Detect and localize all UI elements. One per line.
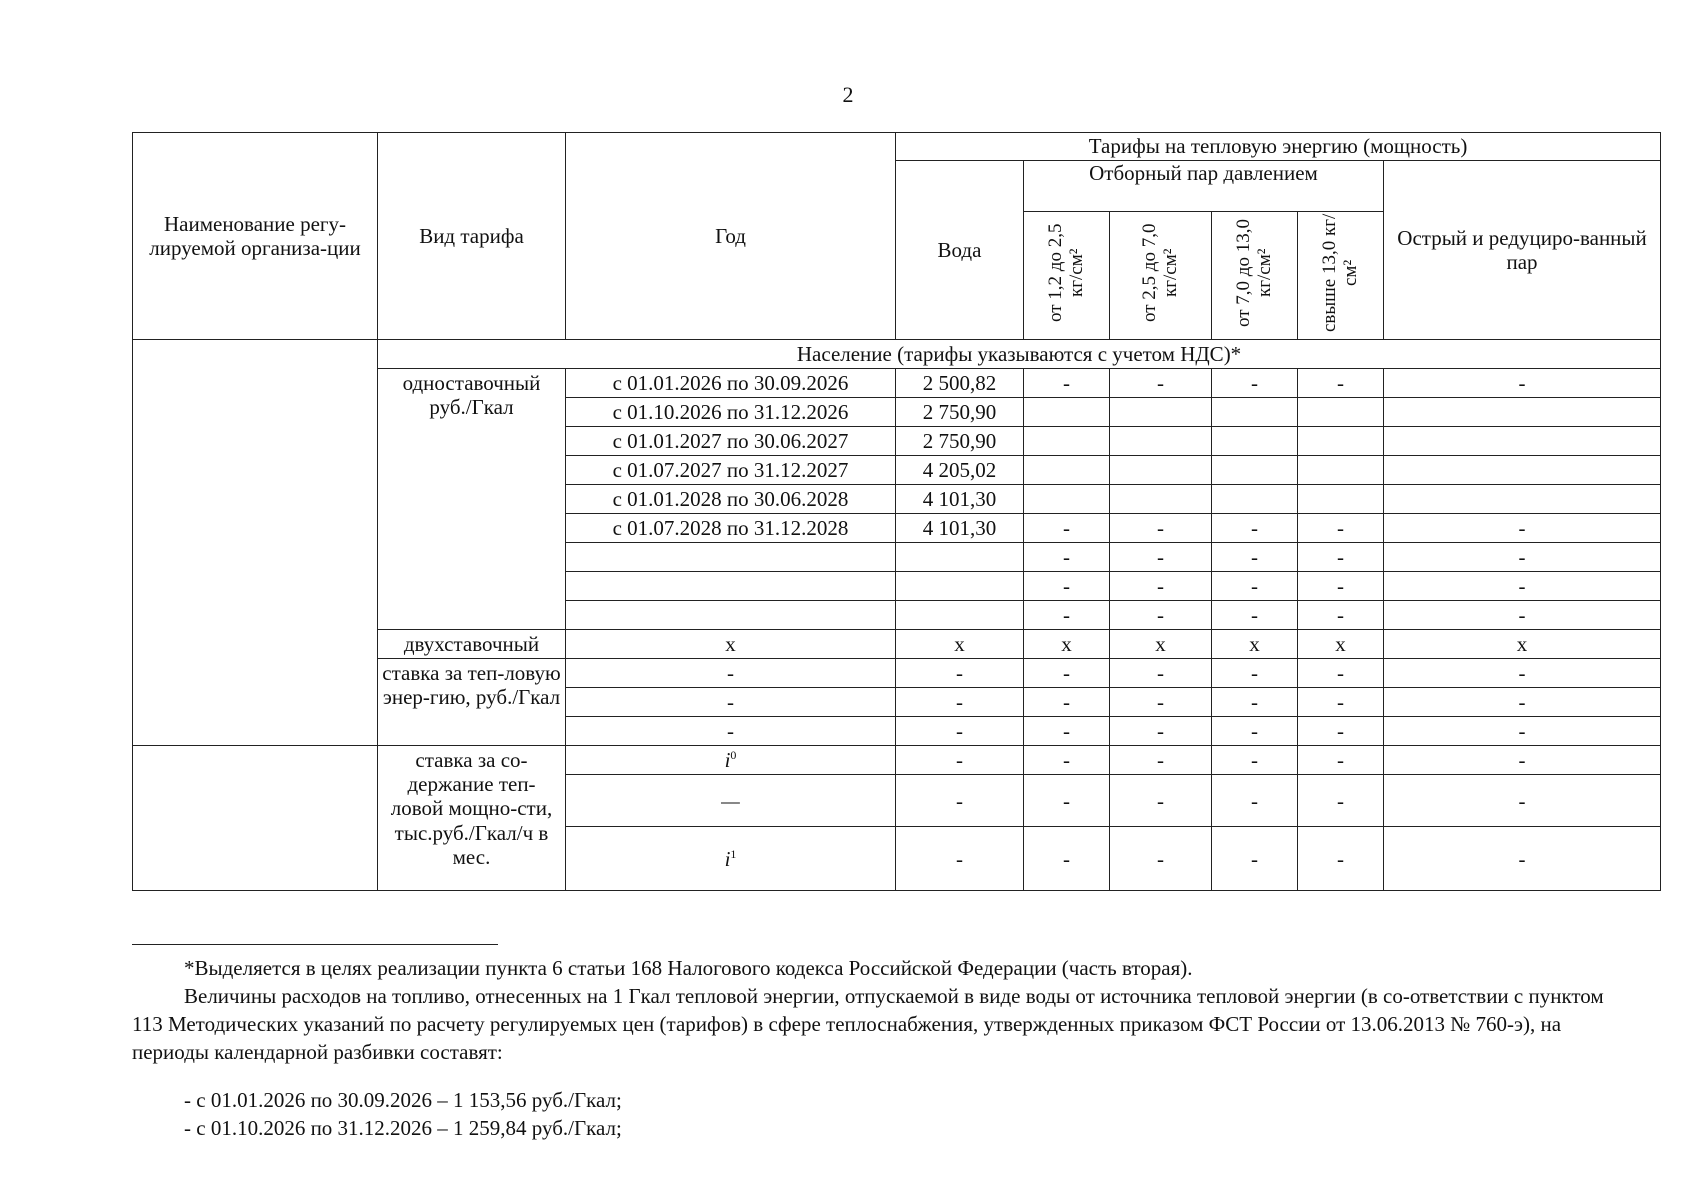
value-cell: x (1212, 630, 1298, 659)
fuel-paragraph: Величины расходов на топливо, отнесенных на 1 Гкал тепловой энергии, отпускаемой в виде воды от источника тепловой энергии (в со-ответствии с пунктом 113 Методических указаний по расчету регулируемых цен (тарифов) в сфере теплоснабжения, утвержденных приказом ФСТ России от 13.06.2013 № 760-э), на периоды календарной разбивки составят: (132, 984, 1604, 1064)
value-cell: - (1384, 543, 1661, 572)
period-cell: с 01.10.2026 по 31.12.2026 (566, 398, 896, 427)
section-title: Население (тарифы указываются с учетом НДС)* (378, 340, 1661, 369)
value-cell: - (1298, 775, 1384, 827)
value-cell (1212, 427, 1298, 456)
value-cell: - (1110, 717, 1212, 746)
value-cell: - (1384, 601, 1661, 630)
value-cell (1212, 485, 1298, 514)
value-cell: - (1384, 572, 1661, 601)
period-superscript: 1 (730, 846, 737, 861)
value-cell: - (1110, 688, 1212, 717)
value-cell (1110, 427, 1212, 456)
value-cell (1384, 485, 1661, 514)
value-cell: - (1212, 369, 1298, 398)
page-number: 2 (842, 82, 854, 107)
value-cell: - (1212, 601, 1298, 630)
period-cell (566, 746, 896, 775)
value-cell (1024, 398, 1110, 427)
value-cell: - (1110, 746, 1212, 775)
period-cell (566, 775, 896, 827)
value-cell: - (1298, 659, 1384, 688)
value-cell (1384, 427, 1661, 456)
value-cell: - (1298, 827, 1384, 891)
period-cell: с 01.07.2028 по 31.12.2028 (566, 514, 896, 543)
value-cell: - (1024, 688, 1110, 717)
value-cell (1384, 398, 1661, 427)
value-cell: - (1384, 775, 1661, 827)
value-cell: - (1212, 514, 1298, 543)
value-cell: - (1384, 827, 1661, 891)
value-cell: - (1024, 572, 1110, 601)
value-cell (1298, 427, 1384, 456)
period-cell: с 01.01.2026 по 30.09.2026 (566, 369, 896, 398)
value-cell: - (1110, 543, 1212, 572)
water-value: 4 205,02 (896, 456, 1024, 485)
water-value: 4 101,30 (896, 485, 1024, 514)
period-cell (566, 601, 896, 630)
org-name-cell-lower (133, 746, 378, 891)
value-cell: - (1212, 688, 1298, 717)
value-cell: - (896, 717, 1024, 746)
value-cell: - (1298, 717, 1384, 746)
header-year: Год (566, 133, 896, 340)
period-superscript: 0 (730, 748, 737, 763)
value-cell: - (566, 659, 896, 688)
value-cell (1110, 485, 1212, 514)
value-cell (1298, 456, 1384, 485)
value-cell: - (896, 827, 1024, 891)
two-rate-label: двухставочный (378, 630, 566, 659)
value-cell: x (1298, 630, 1384, 659)
period-cell (566, 572, 896, 601)
value-cell: x (1110, 630, 1212, 659)
period-cell (566, 543, 896, 572)
value-cell: - (896, 688, 1024, 717)
value-cell: - (1298, 514, 1384, 543)
header-tariff-type: Вид тарифа (378, 133, 566, 340)
value-cell (1110, 456, 1212, 485)
value-cell: - (1024, 827, 1110, 891)
header-sharp-steam: Острый и редуциро-ванный пар (1384, 161, 1661, 340)
value-cell: - (1024, 775, 1110, 827)
value-cell: - (896, 775, 1024, 827)
value-cell (1024, 456, 1110, 485)
value-cell: x (896, 630, 1024, 659)
footnote-text: *Выделяется в целях реализации пункта 6 статьи 168 Налогового кодекса Российской Федерации (часть вторая). (184, 956, 1193, 980)
period-symbol: — (721, 788, 740, 813)
value-cell: - (566, 688, 896, 717)
value-cell (1212, 456, 1298, 485)
header-pressure-3: от 7,0 до 13,0 кг/см² (1212, 212, 1298, 340)
period-cell: с 01.01.2027 по 30.06.2027 (566, 427, 896, 456)
value-cell: - (1212, 827, 1298, 891)
value-cell: - (896, 746, 1024, 775)
water-value (896, 572, 1024, 601)
value-cell: - (1298, 543, 1384, 572)
value-cell: - (1110, 601, 1212, 630)
capacity-rate-label: ставка за со-держание теп-ловой мощно-сти, тыс.руб./Гкал/ч в мес. (378, 746, 566, 891)
period-cell: с 01.07.2027 по 31.12.2027 (566, 456, 896, 485)
water-value: 2 500,82 (896, 369, 1024, 398)
value-cell: - (1384, 746, 1661, 775)
header-pressure-4: свыше 13,0 кг/см² (1298, 212, 1384, 340)
water-value: 4 101,30 (896, 514, 1024, 543)
value-cell: - (1298, 601, 1384, 630)
value-cell: - (1212, 746, 1298, 775)
value-cell: - (896, 659, 1024, 688)
water-value: 2 750,90 (896, 398, 1024, 427)
header-pressure-1: от 1,2 до 2,5 кг/см² (1024, 212, 1110, 340)
value-cell: x (1384, 630, 1661, 659)
value-cell: - (1298, 746, 1384, 775)
value-cell: - (566, 717, 896, 746)
one-rate-label: одноставочный руб./Гкал (378, 369, 566, 630)
value-cell: x (1024, 630, 1110, 659)
header-pressure-2: от 2,5 до 7,0 кг/см² (1110, 212, 1212, 340)
fuel-list-item: - с 01.01.2026 по 30.09.2026 – 1 153,56 руб./Гкал; (184, 1088, 622, 1112)
value-cell: - (1110, 369, 1212, 398)
value-cell: - (1384, 369, 1661, 398)
value-cell: - (1024, 659, 1110, 688)
value-cell (1212, 398, 1298, 427)
value-cell (1110, 398, 1212, 427)
value-cell: - (1110, 514, 1212, 543)
value-cell: - (1024, 369, 1110, 398)
value-cell: - (1110, 572, 1212, 601)
value-cell: - (1384, 514, 1661, 543)
value-cell: x (566, 630, 896, 659)
value-cell: - (1384, 688, 1661, 717)
value-cell: - (1024, 514, 1110, 543)
value-cell: - (1212, 775, 1298, 827)
table-row (133, 746, 1661, 775)
period-symbol: i (724, 846, 731, 871)
energy-rate-label: ставка за теп-ловую энер-гию, руб./Гкал (378, 659, 566, 746)
value-cell (1384, 456, 1661, 485)
value-cell: - (1298, 369, 1384, 398)
value-cell: - (1110, 827, 1212, 891)
water-value: 2 750,90 (896, 427, 1024, 456)
value-cell: - (1298, 572, 1384, 601)
fuel-list-item: - с 01.10.2026 по 31.12.2026 – 1 259,84 руб./Гкал; (184, 1116, 622, 1140)
value-cell: - (1024, 717, 1110, 746)
header-selected-steam: Отборный пар давлением (1024, 161, 1384, 212)
value-cell: - (1212, 543, 1298, 572)
value-cell: - (1110, 659, 1212, 688)
water-value (896, 543, 1024, 572)
water-value (896, 601, 1024, 630)
tariff-table (132, 132, 1661, 891)
value-cell: - (1024, 601, 1110, 630)
org-name-cell (133, 340, 378, 746)
value-cell: - (1212, 659, 1298, 688)
value-cell: - (1212, 572, 1298, 601)
value-cell (1298, 398, 1384, 427)
value-cell: - (1384, 659, 1661, 688)
period-symbol: i (724, 748, 731, 773)
header-heat-tariffs: Тарифы на тепловую энергию (мощность) (896, 133, 1661, 161)
value-cell: - (1212, 717, 1298, 746)
value-cell (1024, 427, 1110, 456)
header-org-name: Наименование регу-лируемой организа-ции (133, 133, 378, 340)
value-cell: - (1024, 543, 1110, 572)
value-cell (1298, 485, 1384, 514)
value-cell: - (1024, 746, 1110, 775)
value-cell: - (1298, 688, 1384, 717)
value-cell: - (1110, 775, 1212, 827)
value-cell: - (1384, 717, 1661, 746)
footnote-divider (132, 944, 498, 945)
header-water: Вода (896, 161, 1024, 340)
value-cell (1024, 485, 1110, 514)
period-cell (566, 827, 896, 891)
period-cell: с 01.01.2028 по 30.06.2028 (566, 485, 896, 514)
